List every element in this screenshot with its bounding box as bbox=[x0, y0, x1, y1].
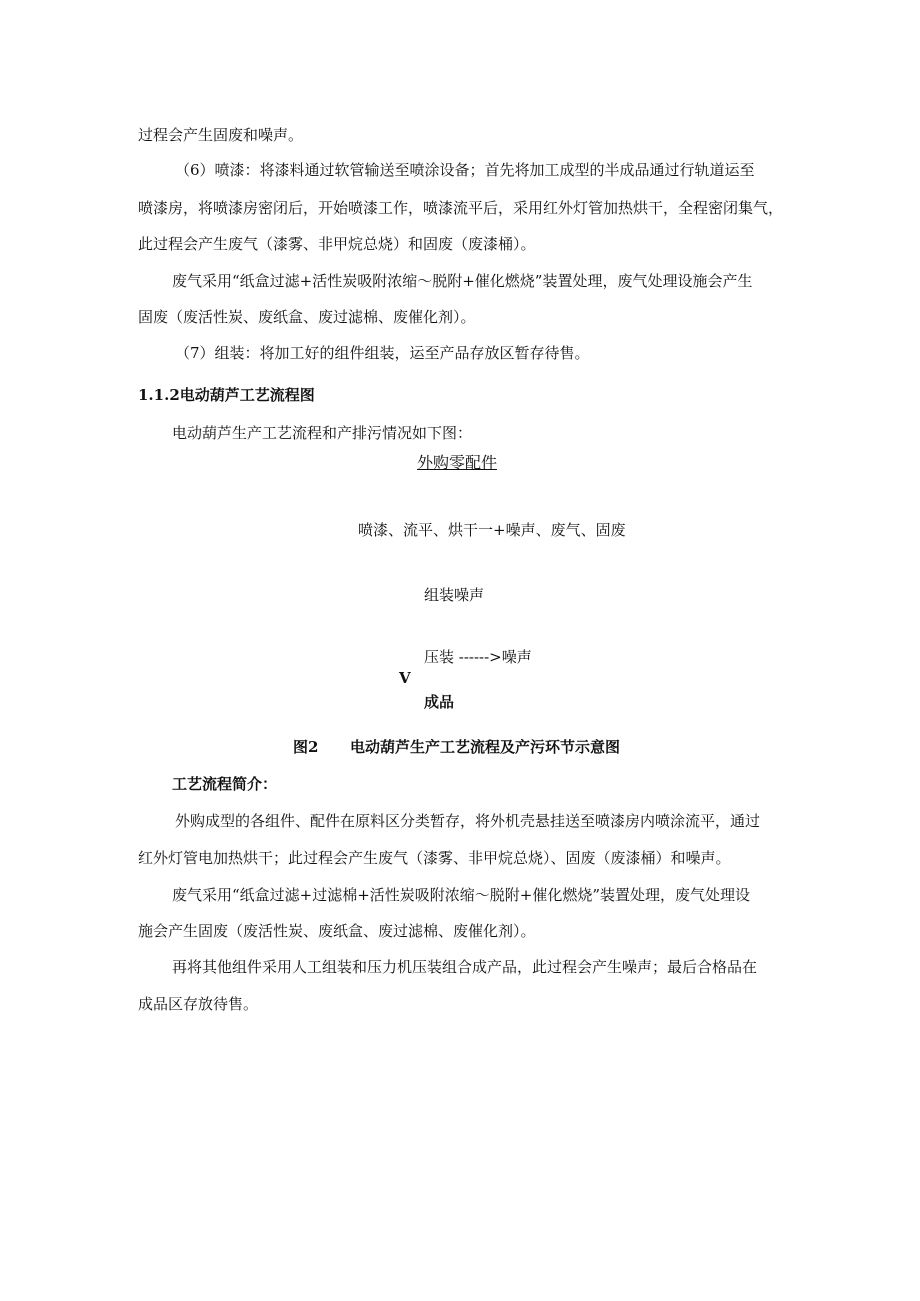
paragraph-line: 喷漆房，将喷漆房密闭后，开始喷漆工作，喷漆流平后，采用红外灯管加热烘干，全程密闭集气， bbox=[138, 199, 784, 217]
paragraph-line: 红外灯管电加热烘干；此过程会产生废气（漆雾、非甲烷总烧）、固废（废漆桶）和噪声。 bbox=[138, 849, 731, 867]
flow-node-painting: 喷漆、流平、烘干一+噪声、废气、固废 bbox=[358, 521, 626, 539]
paragraph-line: （7）组装：将加工好的组件组装，运至产品存放区暂存待售。 bbox=[175, 344, 590, 362]
paragraph-line: 施会产生固废（废活性炭、废纸盒、废过滤棉、废催化剂）。 bbox=[138, 922, 536, 940]
figure-caption-text: 电动葫芦生产工艺流程及产污环节示意图 bbox=[350, 738, 621, 756]
subsection-heading: 工艺流程简介： bbox=[172, 775, 278, 793]
figure-caption-label: 图2 bbox=[293, 738, 319, 756]
flow-node-pressing: 压装 ------>噪声 bbox=[424, 648, 532, 666]
section-heading: 1.1.2电动葫芦工艺流程图 bbox=[138, 386, 315, 404]
flow-arrow-down-icon: V bbox=[399, 669, 411, 687]
paragraph-line: 再将其他组件采用人工组装和压力机压装组合成产品，此过程会产生噪声；最后合格品在 bbox=[172, 958, 758, 976]
paragraph-line: 废气采用“纸盒过滤+过滤棉+活性炭吸附浓缩～脱附+催化燃烧”装置处理，废气处理设 bbox=[172, 886, 751, 904]
paragraph-line: 废气采用“纸盒过滤+活性炭吸附浓缩～脱附+催化燃烧”装置处理，废气处理设施会产生 bbox=[172, 272, 753, 290]
paragraph-line: 成品区存放待售。 bbox=[138, 995, 259, 1013]
paragraph-line: 固废（废活性炭、废纸盒、废过滤棉、废催化剂）。 bbox=[138, 308, 476, 326]
flow-node-finished-product: 成品 bbox=[424, 693, 455, 711]
flow-node-purchased-parts: 外购零配件 bbox=[417, 453, 498, 472]
paragraph-line: 外购成型的各组件、配件在原料区分类暂存，将外机壳悬挂送至喷漆房内喷涂流平，通过 bbox=[175, 812, 761, 830]
section-intro: 电动葫芦生产工艺流程和产排污情况如下图： bbox=[172, 424, 473, 442]
paragraph-line: 此过程会产生废气（漆雾、非甲烷总烧）和固废（废漆桶）。 bbox=[138, 235, 536, 253]
paragraph-line: 过程会产生固废和噪声。 bbox=[138, 126, 304, 144]
flow-node-assembly: 组装噪声 bbox=[424, 586, 485, 604]
paragraph-line: （6）喷漆：将漆料通过软管输送至喷涂设备；首先将加工成型的半成品通过行轨道运至 bbox=[175, 161, 755, 179]
